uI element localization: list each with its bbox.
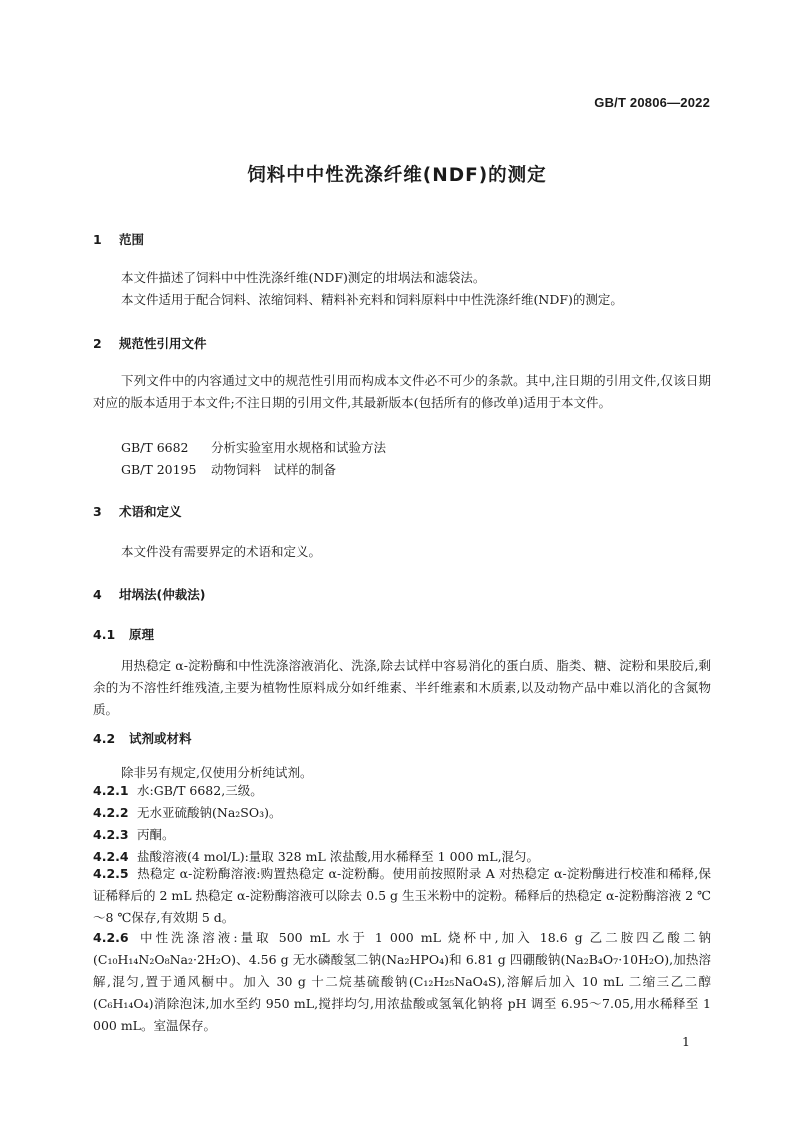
item-text: 盐酸溶液(4 mol/L):量取 328 mL 浓盐酸,用水稀释至 1 000 mL,混匀。 xyxy=(137,849,540,864)
paragraph: 下列文件中的内容通过文中的规范性引用而构成本文件必不可少的条款。其中,注日期的引用文件,仅该日期对应的版本适用于本文件;不注日期的引用文件,其最新版本(包括所有的修改单)适用于本文件。 xyxy=(93,373,711,410)
item-text: 热稳定 α-淀粉酶溶液:购置热稳定 α-淀粉酶。使用前按照附录 A 对热稳定 α-淀粉酶进行校准和稀释,保证稀释后的 2 mL 热稳定 α-淀粉酶溶液可以除去 0.5 g 生玉米粉中的淀粉。稀释后的热稳定 α-淀粉酶溶液 2 ℃～8 ℃保存,有效期 5 d。 xyxy=(93,866,711,925)
reference-title: 分析实验室用水规格和试验方法 xyxy=(211,440,387,455)
item-number: 4.2.4 xyxy=(93,849,129,864)
document-title: 饲料中中性洗涤纤维(NDF)的测定 xyxy=(247,165,547,186)
section-number: 4.2 xyxy=(93,731,116,746)
item-text: 丙酮。 xyxy=(137,827,175,842)
section-title: 术语和定义 xyxy=(119,504,182,519)
section-number: 1 xyxy=(93,232,102,247)
section-title: 坩埚法(仲裁法) xyxy=(119,587,206,602)
paragraph: 除非另有规定,仅使用分析纯试剂。 xyxy=(121,765,313,780)
subsection-4-2-heading xyxy=(93,729,192,747)
section-number: 2 xyxy=(93,336,102,351)
page-number: 1 xyxy=(682,1034,690,1049)
section-title: 规范性引用文件 xyxy=(119,336,207,351)
paragraph: 用热稳定 α-淀粉酶和中性洗涤溶液消化、洗涤,除去试样中容易消化的蛋白质、脂类、糖、淀粉和果胶后,剩余的为不溶性纤维残渣,主要为植物性原料成分如纤维素、半纤维素和木质素,以及动物产品中难以消化的含氮物质。 xyxy=(93,658,711,717)
item-text: 中性洗涤溶液:量取 500 mL 水于 1 000 mL 烧杯中,加入 18.6 g 乙二胺四乙酸二钠(C₁₀H₁₄N₂O₈Na₂·2H₂O)、4.56 g 无水磷酸氢二钠(Na₂HPO₄)和 6.81 g 四硼酸钠(Na₂B₄O₇·10H₂O),加热溶解,混匀,置于通风橱中。加入 30 g 十二烷基硫酸钠(C₁₂H₂₅NaO₄S),溶解后加入 10 mL 二缩三乙二醇(C₆H₁₄O₄)消除泡沫,加水至约 950 mL,搅拌均匀,用浓盐酸或氢氧化钠将 pH 调至 6.95～7.05,用水稀释至 1 000 mL。室温保存。 xyxy=(93,930,711,1033)
section-number: 4 xyxy=(93,587,102,602)
list-item xyxy=(93,780,711,802)
section-1-heading xyxy=(93,230,144,248)
paragraph: 本文件没有需要界定的术语和定义。 xyxy=(121,544,322,559)
list-item xyxy=(93,824,711,846)
item-number: 4.2.3 xyxy=(93,827,129,842)
section-number: 3 xyxy=(93,504,102,519)
item-text: 无水亚硫酸钠(Na₂SO₃)。 xyxy=(137,805,282,820)
list-item xyxy=(93,927,711,1037)
section-2-heading xyxy=(93,334,207,352)
reference-title: 动物饲料 试样的制备 xyxy=(211,462,337,477)
section-title: 试剂或材料 xyxy=(129,731,192,746)
item-number: 4.2.6 xyxy=(93,930,129,945)
paragraph: 本文件适用于配合饲料、浓缩饲料、精料补充料和饲料原料中中性洗涤纤维(NDF)的测定。 xyxy=(121,292,623,307)
item-number: 4.2.2 xyxy=(93,805,129,820)
item-text: 水:GB/T 6682,三级。 xyxy=(137,783,263,798)
reference-code: GB/T 20195 xyxy=(121,462,197,477)
standard-number: GB/T 20806—2022 xyxy=(594,95,710,110)
section-3-heading xyxy=(93,502,182,520)
reference-item xyxy=(121,438,386,456)
reference-code: GB/T 6682 xyxy=(121,440,189,455)
subsection-4-1-heading xyxy=(93,625,154,643)
section-4-heading xyxy=(93,585,205,603)
section-title: 范围 xyxy=(119,232,145,247)
item-number: 4.2.5 xyxy=(93,866,129,881)
paragraph: 本文件描述了饲料中中性洗涤纤维(NDF)测定的坩埚法和滤袋法。 xyxy=(121,270,486,285)
item-number: 4.2.1 xyxy=(93,783,129,798)
section-title: 原理 xyxy=(129,627,155,642)
list-item xyxy=(93,802,711,824)
section-number: 4.1 xyxy=(93,627,116,642)
reference-item xyxy=(121,460,336,478)
list-item xyxy=(93,863,711,929)
